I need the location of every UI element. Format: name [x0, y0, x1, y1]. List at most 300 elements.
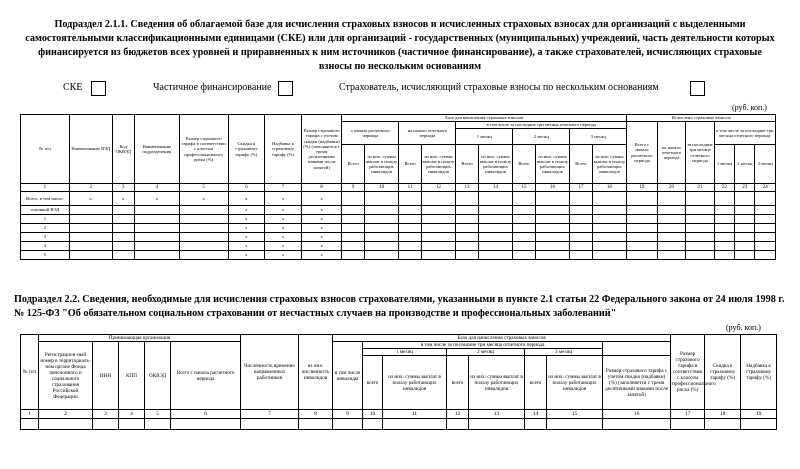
cell[interactable]: [714, 215, 734, 224]
col-number: 18: [705, 410, 741, 419]
cell[interactable]: [735, 192, 755, 206]
cell[interactable]: [69, 251, 112, 260]
cell[interactable]: [383, 419, 447, 430]
cell[interactable]: [364, 233, 399, 242]
cell[interactable]: [627, 242, 658, 251]
cell[interactable]: [299, 419, 333, 430]
col-number: 16: [603, 410, 671, 419]
cell[interactable]: [364, 215, 399, 224]
cell[interactable]: [21, 419, 39, 430]
cell[interactable]: [364, 242, 399, 251]
cell[interactable]: [627, 192, 658, 206]
cell[interactable]: [592, 206, 627, 215]
hdr2-base-start: Всего с начала расчетного периода: [171, 342, 241, 410]
cell[interactable]: [657, 251, 685, 260]
main-okved-label: основной ВЭД: [21, 206, 70, 215]
cell[interactable]: [686, 206, 714, 215]
hdr-incl-payouts: из них: суммы выплат в пользу работающих инвалидов: [535, 145, 570, 184]
hdr-accrued-begin: на начало отчетного периода: [657, 122, 685, 184]
hdr-accrued-last3: за последние три месяца отчетного периода: [686, 122, 714, 184]
cell[interactable]: [69, 224, 112, 233]
col-number: 8: [301, 184, 342, 192]
cell[interactable]: [179, 233, 228, 242]
unit-label-1: (руб. коп.): [732, 103, 767, 112]
cell[interactable]: [112, 242, 134, 251]
x-mark: x: [301, 215, 342, 224]
cell[interactable]: [714, 192, 734, 206]
col-number: 4: [134, 184, 179, 192]
cell[interactable]: [513, 215, 535, 224]
hdr2-month-3: 3 месяц: [525, 349, 603, 356]
col-number: 10: [364, 184, 399, 192]
cell[interactable]: [657, 233, 685, 242]
flag-ske-checkbox[interactable]: [91, 81, 106, 96]
x-mark: x: [69, 192, 112, 206]
cell[interactable]: [714, 224, 734, 233]
hdr-accrued-month-3: 3 месяц: [755, 145, 776, 184]
hdr-incl-payouts: из них: суммы выплат в пользу работающих инвалидов: [421, 145, 456, 184]
cell[interactable]: [592, 233, 627, 242]
hdr-base-group: База для начисления страховых взносов: [342, 115, 627, 122]
hdr2-incl-payouts: из них: суммы выплат в пользу работающих инвалидов: [547, 356, 603, 410]
cell[interactable]: [421, 251, 456, 260]
row-number: 4: [21, 242, 70, 251]
cell[interactable]: [478, 224, 513, 233]
hdr2-n: № п/п: [21, 335, 39, 410]
cell[interactable]: [112, 206, 134, 215]
cell[interactable]: [93, 419, 119, 430]
col-number: 2: [69, 184, 112, 192]
cell[interactable]: [478, 242, 513, 251]
row-number: 1: [21, 215, 70, 224]
cell[interactable]: [119, 419, 145, 430]
cell[interactable]: [145, 419, 171, 430]
cell[interactable]: [735, 206, 755, 215]
hdr2-total: всего: [363, 356, 383, 410]
cell[interactable]: [363, 419, 383, 430]
x-mark: x: [265, 224, 302, 233]
cell[interactable]: [134, 215, 179, 224]
x-mark: x: [228, 233, 265, 242]
cell[interactable]: [592, 192, 627, 206]
col-number: 5: [179, 184, 228, 192]
cell[interactable]: [364, 192, 399, 206]
x-mark: x: [228, 224, 265, 233]
cell[interactable]: [535, 251, 570, 260]
cell[interactable]: [570, 233, 592, 242]
hdr2-kpp: КПП: [119, 342, 145, 410]
hdr-surcharge: Надбавка к страховому тарифу (%): [265, 115, 302, 184]
cell[interactable]: [456, 233, 478, 242]
cell[interactable]: [179, 215, 228, 224]
cell[interactable]: [333, 419, 363, 430]
hdr-okved-name: Наименование ВЭД: [69, 115, 112, 184]
cell[interactable]: [342, 242, 364, 251]
col-number: 13: [469, 410, 525, 419]
cell[interactable]: [686, 242, 714, 251]
cell[interactable]: [478, 215, 513, 224]
col-number: 7: [241, 410, 299, 419]
cell[interactable]: [241, 419, 299, 430]
hdr2-disabled: из них: численность инвалидов: [299, 335, 333, 410]
x-mark: x: [228, 242, 265, 251]
cell[interactable]: [342, 224, 364, 233]
x-mark: x: [179, 192, 228, 206]
cell[interactable]: [364, 251, 399, 260]
cell[interactable]: [714, 233, 734, 242]
cell[interactable]: [69, 206, 112, 215]
cell[interactable]: [735, 233, 755, 242]
cell[interactable]: [570, 251, 592, 260]
hdr2-incl-payouts: из них: суммы выплат в пользу работающих инвалидов: [469, 356, 525, 410]
flag-ske-label: СКЕ: [63, 82, 83, 93]
cell[interactable]: [69, 215, 112, 224]
cell[interactable]: [69, 233, 112, 242]
cell[interactable]: [592, 251, 627, 260]
hdr2-base-group: База для начисления страховых взносов: [333, 335, 671, 342]
subsection-2-1-1-title: Подраздел 2.1.1. Сведения об облагаемой базе для исчисления страховых взносов и исчисленных страховых взносах для организаций с выделенными самостоятельными классификационными единицами (СКЕ) или для организаций - государственных (муниципальных) учреждений, часть деятельности которых финансируется из бюджетов всех уровней и приравненных к ним источников (частичное финансирование), а также страхователей, исчисляющих страховые взносы по нескольким основаниям: [25, 19, 775, 72]
hdr-n: № п/п: [21, 115, 70, 184]
cell[interactable]: [399, 233, 421, 242]
cell[interactable]: [535, 206, 570, 215]
col-number: 1: [21, 410, 39, 419]
cell[interactable]: [714, 242, 734, 251]
flag-partial-funding-label: Частичное финансирование: [153, 82, 272, 93]
cell[interactable]: [627, 206, 658, 215]
cell[interactable]: [478, 251, 513, 260]
col-number: 6: [171, 410, 241, 419]
hdr-discount: Скидка к страховому тарифу (%): [228, 115, 265, 184]
col-number: 14: [478, 184, 513, 192]
cell[interactable]: [134, 206, 179, 215]
cell[interactable]: [570, 192, 592, 206]
cell[interactable]: [535, 242, 570, 251]
col-number: 9: [333, 410, 363, 419]
cell[interactable]: [342, 192, 364, 206]
cell[interactable]: [657, 215, 685, 224]
cell[interactable]: [671, 419, 705, 430]
hdr-accrued-group: Исчислено страховых взносов: [627, 115, 776, 122]
cell[interactable]: [342, 206, 364, 215]
hdr2-receiving-org: Принимающая организация: [39, 335, 241, 342]
hdr-accrued-month-2: 2 месяц: [735, 145, 755, 184]
x-mark: x: [265, 192, 302, 206]
col-number: 13: [456, 184, 478, 192]
cell[interactable]: [755, 215, 776, 224]
col-number: 11: [399, 184, 421, 192]
cell[interactable]: [112, 251, 134, 260]
col-number: 22: [714, 184, 734, 192]
col-number: 19: [627, 184, 658, 192]
cell[interactable]: [342, 251, 364, 260]
cell[interactable]: [134, 224, 179, 233]
cell[interactable]: [513, 233, 535, 242]
x-mark: x: [134, 192, 179, 206]
col-number: 10: [363, 410, 383, 419]
unit-label-2: (руб. коп.): [726, 323, 761, 332]
x-mark: x: [228, 206, 265, 215]
cell[interactable]: [657, 192, 685, 206]
cell[interactable]: [364, 206, 399, 215]
col-number: 18: [592, 184, 627, 192]
cell[interactable]: [755, 224, 776, 233]
cell[interactable]: [342, 215, 364, 224]
cell[interactable]: [478, 206, 513, 215]
cell[interactable]: [513, 242, 535, 251]
hdr2-total: всего: [525, 356, 547, 410]
col-number: 1: [21, 184, 70, 192]
cell[interactable]: [705, 419, 741, 430]
cell[interactable]: [69, 242, 112, 251]
cell[interactable]: [342, 233, 364, 242]
cell[interactable]: [592, 242, 627, 251]
cell[interactable]: [657, 224, 685, 233]
hdr-total: Всего: [570, 145, 592, 184]
x-mark: x: [265, 251, 302, 260]
col-number: 4: [119, 410, 145, 419]
flag-multiple-grounds-label: Страхователь, исчисляющий страховые взносы по нескольким основаниям: [339, 82, 659, 93]
col-number: 20: [657, 184, 685, 192]
row-number: 2: [21, 224, 70, 233]
cell[interactable]: [399, 224, 421, 233]
hdr-base-last3: в том числе за последние три месяца отчетного периода: [456, 122, 627, 129]
cell[interactable]: [513, 192, 535, 206]
hdr-incl-payouts: из них: суммы выплат в пользу работающих инвалидов: [592, 145, 627, 184]
cell[interactable]: [112, 233, 134, 242]
col-number: 3: [112, 184, 134, 192]
hdr2-month-1: 1 месяц: [363, 349, 447, 356]
cell[interactable]: [686, 233, 714, 242]
subsection-2-1-1-table: [20, 114, 776, 260]
cell[interactable]: [456, 192, 478, 206]
cell[interactable]: [421, 206, 456, 215]
cell[interactable]: [179, 224, 228, 233]
cell[interactable]: [570, 206, 592, 215]
cell[interactable]: [535, 192, 570, 206]
hdr-okved-code: Код ОКВЭД: [112, 115, 134, 184]
hdr-accrued-start: Всего с начала расчетного периода: [627, 122, 658, 184]
hdr-total: Всего: [342, 145, 364, 184]
cell[interactable]: [134, 242, 179, 251]
hdr-unit-name: Наименование подразделения: [134, 115, 179, 184]
cell[interactable]: [627, 251, 658, 260]
hdr2-surcharge: Надбавка к страховому тарифу (%): [741, 335, 777, 410]
col-number: 14: [525, 410, 547, 419]
cell[interactable]: [547, 419, 603, 430]
cell[interactable]: [421, 242, 456, 251]
cell[interactable]: [513, 251, 535, 260]
col-number: 7: [265, 184, 302, 192]
cell[interactable]: [421, 215, 456, 224]
cell[interactable]: [134, 251, 179, 260]
cell[interactable]: [513, 224, 535, 233]
hdr-total: Всего: [399, 145, 421, 184]
col-number: 21: [686, 184, 714, 192]
cell[interactable]: [657, 242, 685, 251]
cell[interactable]: [686, 224, 714, 233]
x-mark: x: [112, 192, 134, 206]
hdr2-month-2: 2 месяц: [447, 349, 525, 356]
hdr-tariff-adj: Размер страхового тарифа с учетом скидки (надбавки) (%) (заполняется с тремя десятичными знаками после запятой): [301, 115, 342, 184]
col-number: 8: [299, 410, 333, 419]
cell[interactable]: [755, 233, 776, 242]
cell[interactable]: [364, 224, 399, 233]
x-mark: x: [228, 215, 265, 224]
subsection-2-2-table: [20, 334, 777, 430]
cell[interactable]: [686, 215, 714, 224]
cell[interactable]: [627, 224, 658, 233]
hdr-total: Всего: [513, 145, 535, 184]
hdr-month-1: 1 месяц: [456, 129, 513, 145]
col-number: 12: [421, 184, 456, 192]
col-number: 2: [39, 410, 93, 419]
cell[interactable]: [171, 419, 241, 430]
cell[interactable]: [134, 233, 179, 242]
cell[interactable]: [421, 192, 456, 206]
cell[interactable]: [735, 251, 755, 260]
cell[interactable]: [686, 192, 714, 206]
hdr-month-3: 3 месяц: [570, 129, 627, 145]
hdr2-total: всего: [447, 356, 469, 410]
col-number: 23: [735, 184, 755, 192]
hdr2-tariff: Размер страхового тарифа в соответствии с классом профессионального риска (%): [671, 335, 705, 410]
hdr-incl-payouts: из них: суммы выплат в пользу работающих инвалидов: [364, 145, 399, 184]
cell[interactable]: [735, 242, 755, 251]
cell[interactable]: [535, 233, 570, 242]
hdr-accrued-incl: в том числе за последние три месяца отчетного периода: [714, 122, 775, 145]
cell[interactable]: [627, 233, 658, 242]
hdr-base-start: с начала расчетного периода: [342, 122, 399, 145]
x-mark: x: [265, 233, 302, 242]
hdr2-reg-number: Регистрацион-ный номер в территориаль-ном органе Фонда пенсионного и социального страхования Российской Федерации: [39, 342, 93, 410]
x-mark: x: [265, 215, 302, 224]
col-number: 17: [570, 184, 592, 192]
x-mark: x: [228, 192, 265, 206]
flag-multiple-grounds-checkbox[interactable]: [690, 81, 705, 96]
cell[interactable]: [735, 215, 755, 224]
hdr2-discount: Скидка к страховому тарифу (%): [705, 335, 741, 410]
cell[interactable]: [755, 251, 776, 260]
hdr2-headcount: Численность временно направленных работников: [241, 335, 299, 410]
row-number: 5: [21, 251, 70, 260]
col-number: 6: [228, 184, 265, 192]
cell[interactable]: [741, 419, 777, 430]
hdr2-incl-payouts: из них: суммы выплат в пользу работающих инвалидов: [383, 356, 447, 410]
total-row-label: Всего, в том числе:: [21, 192, 70, 206]
cell[interactable]: [456, 224, 478, 233]
cell[interactable]: [714, 206, 734, 215]
cell[interactable]: [570, 242, 592, 251]
x-mark: x: [265, 206, 302, 215]
cell[interactable]: [469, 419, 525, 430]
flag-partial-funding-checkbox[interactable]: [278, 81, 293, 96]
cell[interactable]: [478, 192, 513, 206]
hdr2-base-last3: в том числе за последние три месяца отчетного периода: [363, 342, 603, 349]
hdr2-tariff-adj: Размер страхового тарифа с учетом скидки (надбавки) (%) (заполняется с тремя десятичными знаками после запятой): [603, 356, 671, 410]
col-number: 15: [547, 410, 603, 419]
hdr-base-end: на начало отчетного периода: [399, 122, 456, 145]
cell[interactable]: [456, 251, 478, 260]
cell[interactable]: [513, 206, 535, 215]
cell[interactable]: [570, 215, 592, 224]
hdr-tariff: Размер страхового тарифа в соответствии с классом профессионального риска (%): [179, 115, 228, 184]
col-number: 9: [342, 184, 364, 192]
cell[interactable]: [399, 215, 421, 224]
cell[interactable]: [179, 251, 228, 260]
x-mark: x: [301, 206, 342, 215]
cell[interactable]: [421, 233, 456, 242]
cell[interactable]: [592, 215, 627, 224]
cell[interactable]: [39, 419, 93, 430]
cell[interactable]: [179, 242, 228, 251]
cell[interactable]: [478, 233, 513, 242]
cell[interactable]: [755, 242, 776, 251]
cell[interactable]: [456, 206, 478, 215]
cell[interactable]: [714, 251, 734, 260]
hdr2-base-incl-disabled: в том числе инвалиды: [333, 342, 363, 410]
cell[interactable]: [456, 215, 478, 224]
cell[interactable]: [657, 206, 685, 215]
x-mark: x: [301, 251, 342, 260]
col-number: 3: [93, 410, 119, 419]
cell[interactable]: [686, 251, 714, 260]
cell[interactable]: [399, 192, 421, 206]
cell[interactable]: [399, 242, 421, 251]
cell[interactable]: [421, 224, 456, 233]
col-number: 19: [741, 410, 777, 419]
cell[interactable]: [627, 215, 658, 224]
x-mark: x: [228, 251, 265, 260]
row-number: 3: [21, 233, 70, 242]
hdr-incl-payouts: из них: суммы выплат в пользу работающих инвалидов: [478, 145, 513, 184]
x-mark: x: [265, 242, 302, 251]
cell[interactable]: [535, 224, 570, 233]
cell[interactable]: [755, 192, 776, 206]
col-number: 17: [671, 410, 705, 419]
flags-row: [0, 82, 800, 102]
cell[interactable]: [399, 206, 421, 215]
hdr2-okved: ОКВЭД: [145, 342, 171, 410]
cell[interactable]: [456, 242, 478, 251]
cell[interactable]: [112, 224, 134, 233]
col-number: 11: [383, 410, 447, 419]
col-number: 12: [447, 410, 469, 419]
x-mark: x: [301, 233, 342, 242]
cell[interactable]: [603, 419, 671, 430]
x-mark: x: [301, 192, 342, 206]
cell[interactable]: [570, 224, 592, 233]
cell[interactable]: [592, 224, 627, 233]
col-number: 5: [145, 410, 171, 419]
x-mark: x: [301, 224, 342, 233]
cell[interactable]: [755, 206, 776, 215]
col-number: 15: [513, 184, 535, 192]
cell[interactable]: [447, 419, 469, 430]
cell[interactable]: [112, 215, 134, 224]
cell[interactable]: [535, 215, 570, 224]
col-number: 16: [535, 184, 570, 192]
cell[interactable]: [179, 206, 228, 215]
hdr2-inn: ИНН: [93, 342, 119, 410]
hdr-accrued-month-1: 1 месяц: [714, 145, 734, 184]
subsection-2-2-title: Подраздел 2.2. Сведения, необходимые для исчисления страховых взносов страхователями, указанными в пункте 2.1 статьи 22 Федерального закона от 24 июля 1998 г. № 125-ФЗ "Об обязательном социальном страховании от несчастных случаев на производстве и профессиональных заболеваний": [14, 294, 785, 319]
cell[interactable]: [399, 251, 421, 260]
x-mark: x: [301, 242, 342, 251]
hdr-month-2: 2 месяц: [513, 129, 570, 145]
hdr-total: Всего: [456, 145, 478, 184]
cell[interactable]: [525, 419, 547, 430]
cell[interactable]: [735, 224, 755, 233]
